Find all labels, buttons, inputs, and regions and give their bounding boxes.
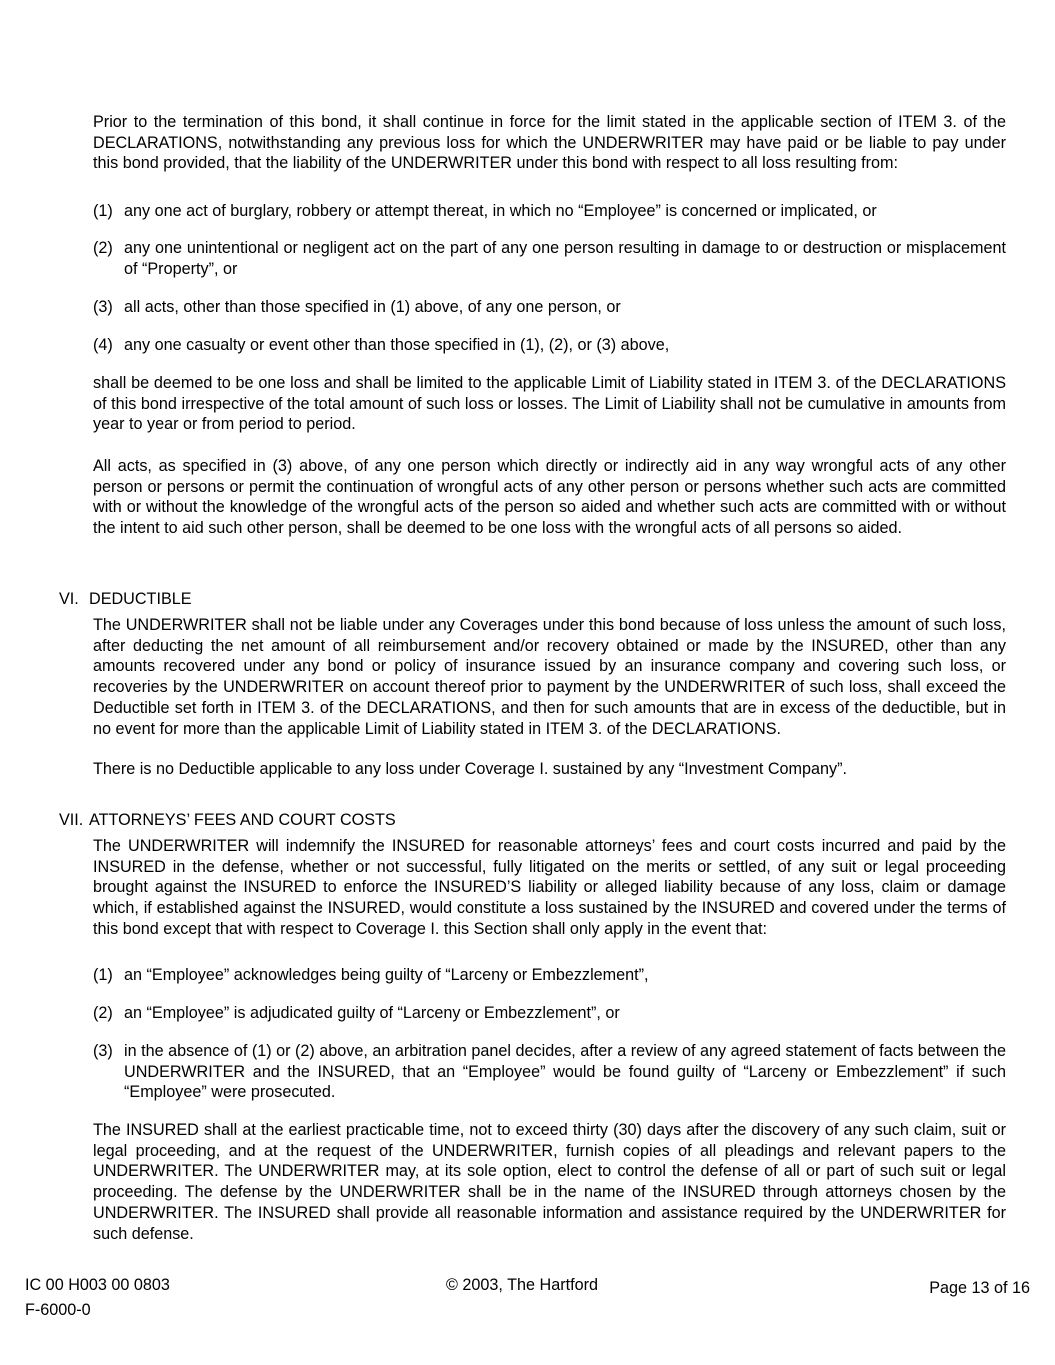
footer-form-code: F-6000-0 [25,1301,91,1319]
all-acts-paragraph: All acts, as specified in (3) above, of any one person which directly or indirectly aid in any way wrongful acts of any other person or persons or permit the continuation of wrongful acts of any other person or persons whether such acts are committed with or without the knowledge of the wrongful acts of the person so aided and whether such acts are committed with or without the intent to aid such other person, shall be deemed to be one loss with the wrongful acts of all persons so aided. [93,457,1006,538]
deductible-paragraph: The UNDERWRITER shall not be liable under any Coverages under this bond because of loss unless the amount of such loss, after deducting the net amount of all reimbursement and/or recovery obtained or made by the INSURED, other than any amounts recovered under any bond or policy of insurance issued by an insurance company and covering such loss, or recoveries by the UNDERWRITER on account thereof prior to payment by the UNDERWRITER of such loss, shall exceed the Deductible set forth in ITEM 3. of the DECLARATIONS, and then for such amounts that are in excess of the deductible, but in no event for more than the applicable Limit of Liability stated in ITEM 3. of the DECLARATIONS. [93,616,1006,738]
loss-item-4 [93,335,1006,356]
loss-item-3 [93,297,1006,318]
coverage-item-2 [93,1003,1006,1024]
section-title: DEDUCTIBLE [89,590,192,608]
loss-item-number: (3) [93,298,113,316]
loss-item-1 [93,201,1006,222]
footer-form-number: IC 00 H003 00 0803 [25,1276,170,1294]
loss-item-number: (1) [93,202,113,220]
loss-item-text: any one act of burglary, robbery or attempt thereat, in which no “Employee” is concerned or implicated, or [124,202,877,220]
intro-paragraph: Prior to the termination of this bond, it shall continue in force for the limit stated in the applicable section of ITEM 3. of the DECLARATIONS, notwithstanding any previous loss for which the UNDERWRITER may have paid or be liable to pay under this bond provided, that the liability of the UNDERWRITER under this bond with respect to all loss resulting from: [93,113,1006,173]
coverage-item-text: in the absence of (1) or (2) above, an arbitration panel decides, after a review of any agreed statement of facts between the UNDERWRITER and the INSURED, that an “Employee” would be found guilty of “Larceny or Embezzlement” if such “Employee” were prosecuted. [124,1042,1006,1102]
footer-page-number: Page 13 of 16 [929,1279,1030,1297]
section-vi-heading [59,589,959,610]
loss-item-text: any one unintentional or negligent act on the part of any one person resulting in damage to or destruction or misplacement of “Property”, or [124,239,1006,278]
footer-copyright: © 2003, The Hartford [446,1276,599,1294]
attorneys-fees-paragraph: The UNDERWRITER will indemnify the INSURED for reasonable attorneys’ fees and court costs incurred and paid by the INSURED in the defense, whether or not successful, fully litigated on the merits or settled, of any suit or legal proceeding brought against the INSURED to enforce the INSURED’S liability or alleged liability because of any loss, claim or damage which, if established against the INSURED, would constitute a loss sustained by the INSURED and covered under the terms of this bond except that with respect to Coverage I. this Section shall only apply in the event that: [93,837,1006,938]
section-vii-heading [59,810,959,831]
coverage-item-number: (1) [93,966,113,984]
loss-item-text: all acts, other than those specified in (1) above, of any one person, or [124,298,621,316]
loss-item-2 [93,238,1006,279]
section-number: VII. [59,811,84,829]
section-title: ATTORNEYS’ FEES AND COURT COSTS [89,811,396,829]
coverage-item-number: (3) [93,1042,113,1060]
coverage-item-3 [93,1041,1006,1103]
section-number: VI. [59,590,79,608]
coverage-item-1 [93,965,1006,986]
loss-item-text: any one casualty or event other than those specified in (1), (2), or (3) above, [124,336,670,354]
loss-item-number: (2) [93,239,113,257]
loss-item-number: (4) [93,336,113,354]
coverage-item-text: an “Employee” is adjudicated guilty of “Larceny or Embezzlement”, or [124,1004,620,1022]
investment-company-paragraph: There is no Deductible applicable to any loss under Coverage I. sustained by any “Investment Company”. [93,760,848,778]
one-loss-paragraph: shall be deemed to be one loss and shall be limited to the applicable Limit of Liability stated in ITEM 3. of the DECLARATIONS of this bond irrespective of the total amount of such loss or losses. The Limit of Liability shall not be cumulative in amounts from year to year or from period to period. [93,374,1006,434]
coverage-item-number: (2) [93,1004,113,1022]
coverage-item-text: an “Employee” acknowledges being guilty of “Larceny or Embezzlement”, [124,966,649,984]
defense-paragraph: The INSURED shall at the earliest practicable time, not to exceed thirty (30) days after the discovery of any such claim, suit or legal proceeding, and at the request of the UNDERWRITER, furnish copies of all pleadings and relevant papers to the UNDERWRITER. The UNDERWRITER may, at its sole option, elect to control the defense of all or part of such suit or legal proceeding. The defense by the UNDERWRITER shall be in the name of the INSURED through attorneys chosen by the UNDERWRITER. The INSURED shall provide all reasonable information and assistance required by the UNDERWRITER for such defense. [93,1121,1006,1243]
